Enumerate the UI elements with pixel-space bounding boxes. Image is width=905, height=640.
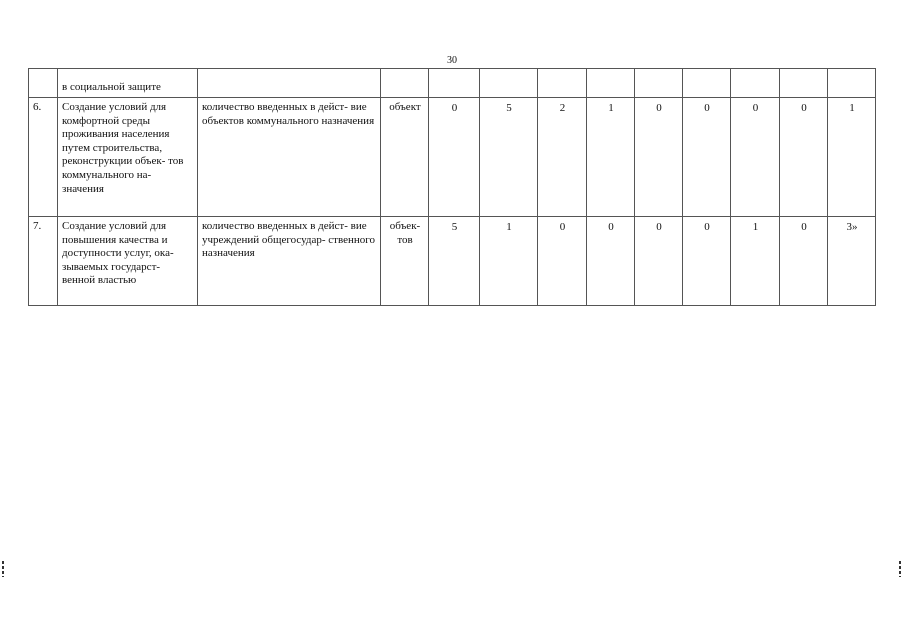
cell-indicator bbox=[198, 69, 381, 98]
cell-activity-name: Создание условий для повышения качества и доступности услуг, ока- зываемых государст- венной властью bbox=[58, 217, 198, 306]
cell-value: 0 bbox=[635, 98, 683, 217]
cell-unit bbox=[381, 69, 429, 98]
cell-indicator: количество введенных в дейст- вие учреждений общегосудар- ственного назначения bbox=[198, 217, 381, 306]
cell-value: 5 bbox=[429, 217, 480, 306]
cell-value: 0 bbox=[780, 98, 828, 217]
table-row-6 bbox=[29, 98, 876, 217]
cell-value: 2 bbox=[538, 98, 587, 217]
cell-activity-name: в социальной защите bbox=[58, 69, 198, 98]
cell-unit: объек- тов bbox=[381, 217, 429, 306]
scan-edge-mark-left bbox=[2, 561, 4, 577]
cell-value bbox=[538, 69, 587, 98]
cell-value: 1 bbox=[731, 217, 780, 306]
cell-number: 7. bbox=[29, 217, 58, 306]
cell-value bbox=[429, 69, 480, 98]
cell-activity-name: Создание условий для комфортной среды проживания населения путем строительства, реконструкции объек- тов коммунального на- значения bbox=[58, 98, 198, 217]
cell-value: 0 bbox=[635, 217, 683, 306]
cell-value bbox=[683, 69, 731, 98]
cell-value: 0 bbox=[587, 217, 635, 306]
scan-edge-mark-right bbox=[899, 561, 901, 577]
cell-value: 1 bbox=[828, 98, 876, 217]
cell-unit: объект bbox=[381, 98, 429, 217]
cell-value: 1 bbox=[587, 98, 635, 217]
cell-value bbox=[587, 69, 635, 98]
table-row-7 bbox=[29, 217, 876, 306]
cell-value: 0 bbox=[538, 217, 587, 306]
cell-value: 1 bbox=[480, 217, 538, 306]
cell-number bbox=[29, 69, 58, 98]
cell-value: 0 bbox=[429, 98, 480, 217]
indicator-table bbox=[28, 68, 876, 306]
cell-value: 0 bbox=[683, 217, 731, 306]
cell-value: 0 bbox=[683, 98, 731, 217]
cell-value bbox=[828, 69, 876, 98]
cell-value bbox=[635, 69, 683, 98]
cell-value bbox=[731, 69, 780, 98]
cell-value: 0 bbox=[780, 217, 828, 306]
page-number: 30 bbox=[447, 55, 457, 66]
cell-value: 3» bbox=[828, 217, 876, 306]
cell-value bbox=[480, 69, 538, 98]
cell-number: 6. bbox=[29, 98, 58, 217]
table-row-continuation bbox=[29, 69, 876, 98]
cell-value: 0 bbox=[731, 98, 780, 217]
cell-value: 5 bbox=[480, 98, 538, 217]
cell-value bbox=[780, 69, 828, 98]
cell-indicator: количество введенных в дейст- вие объектов коммунального назначения bbox=[198, 98, 381, 217]
